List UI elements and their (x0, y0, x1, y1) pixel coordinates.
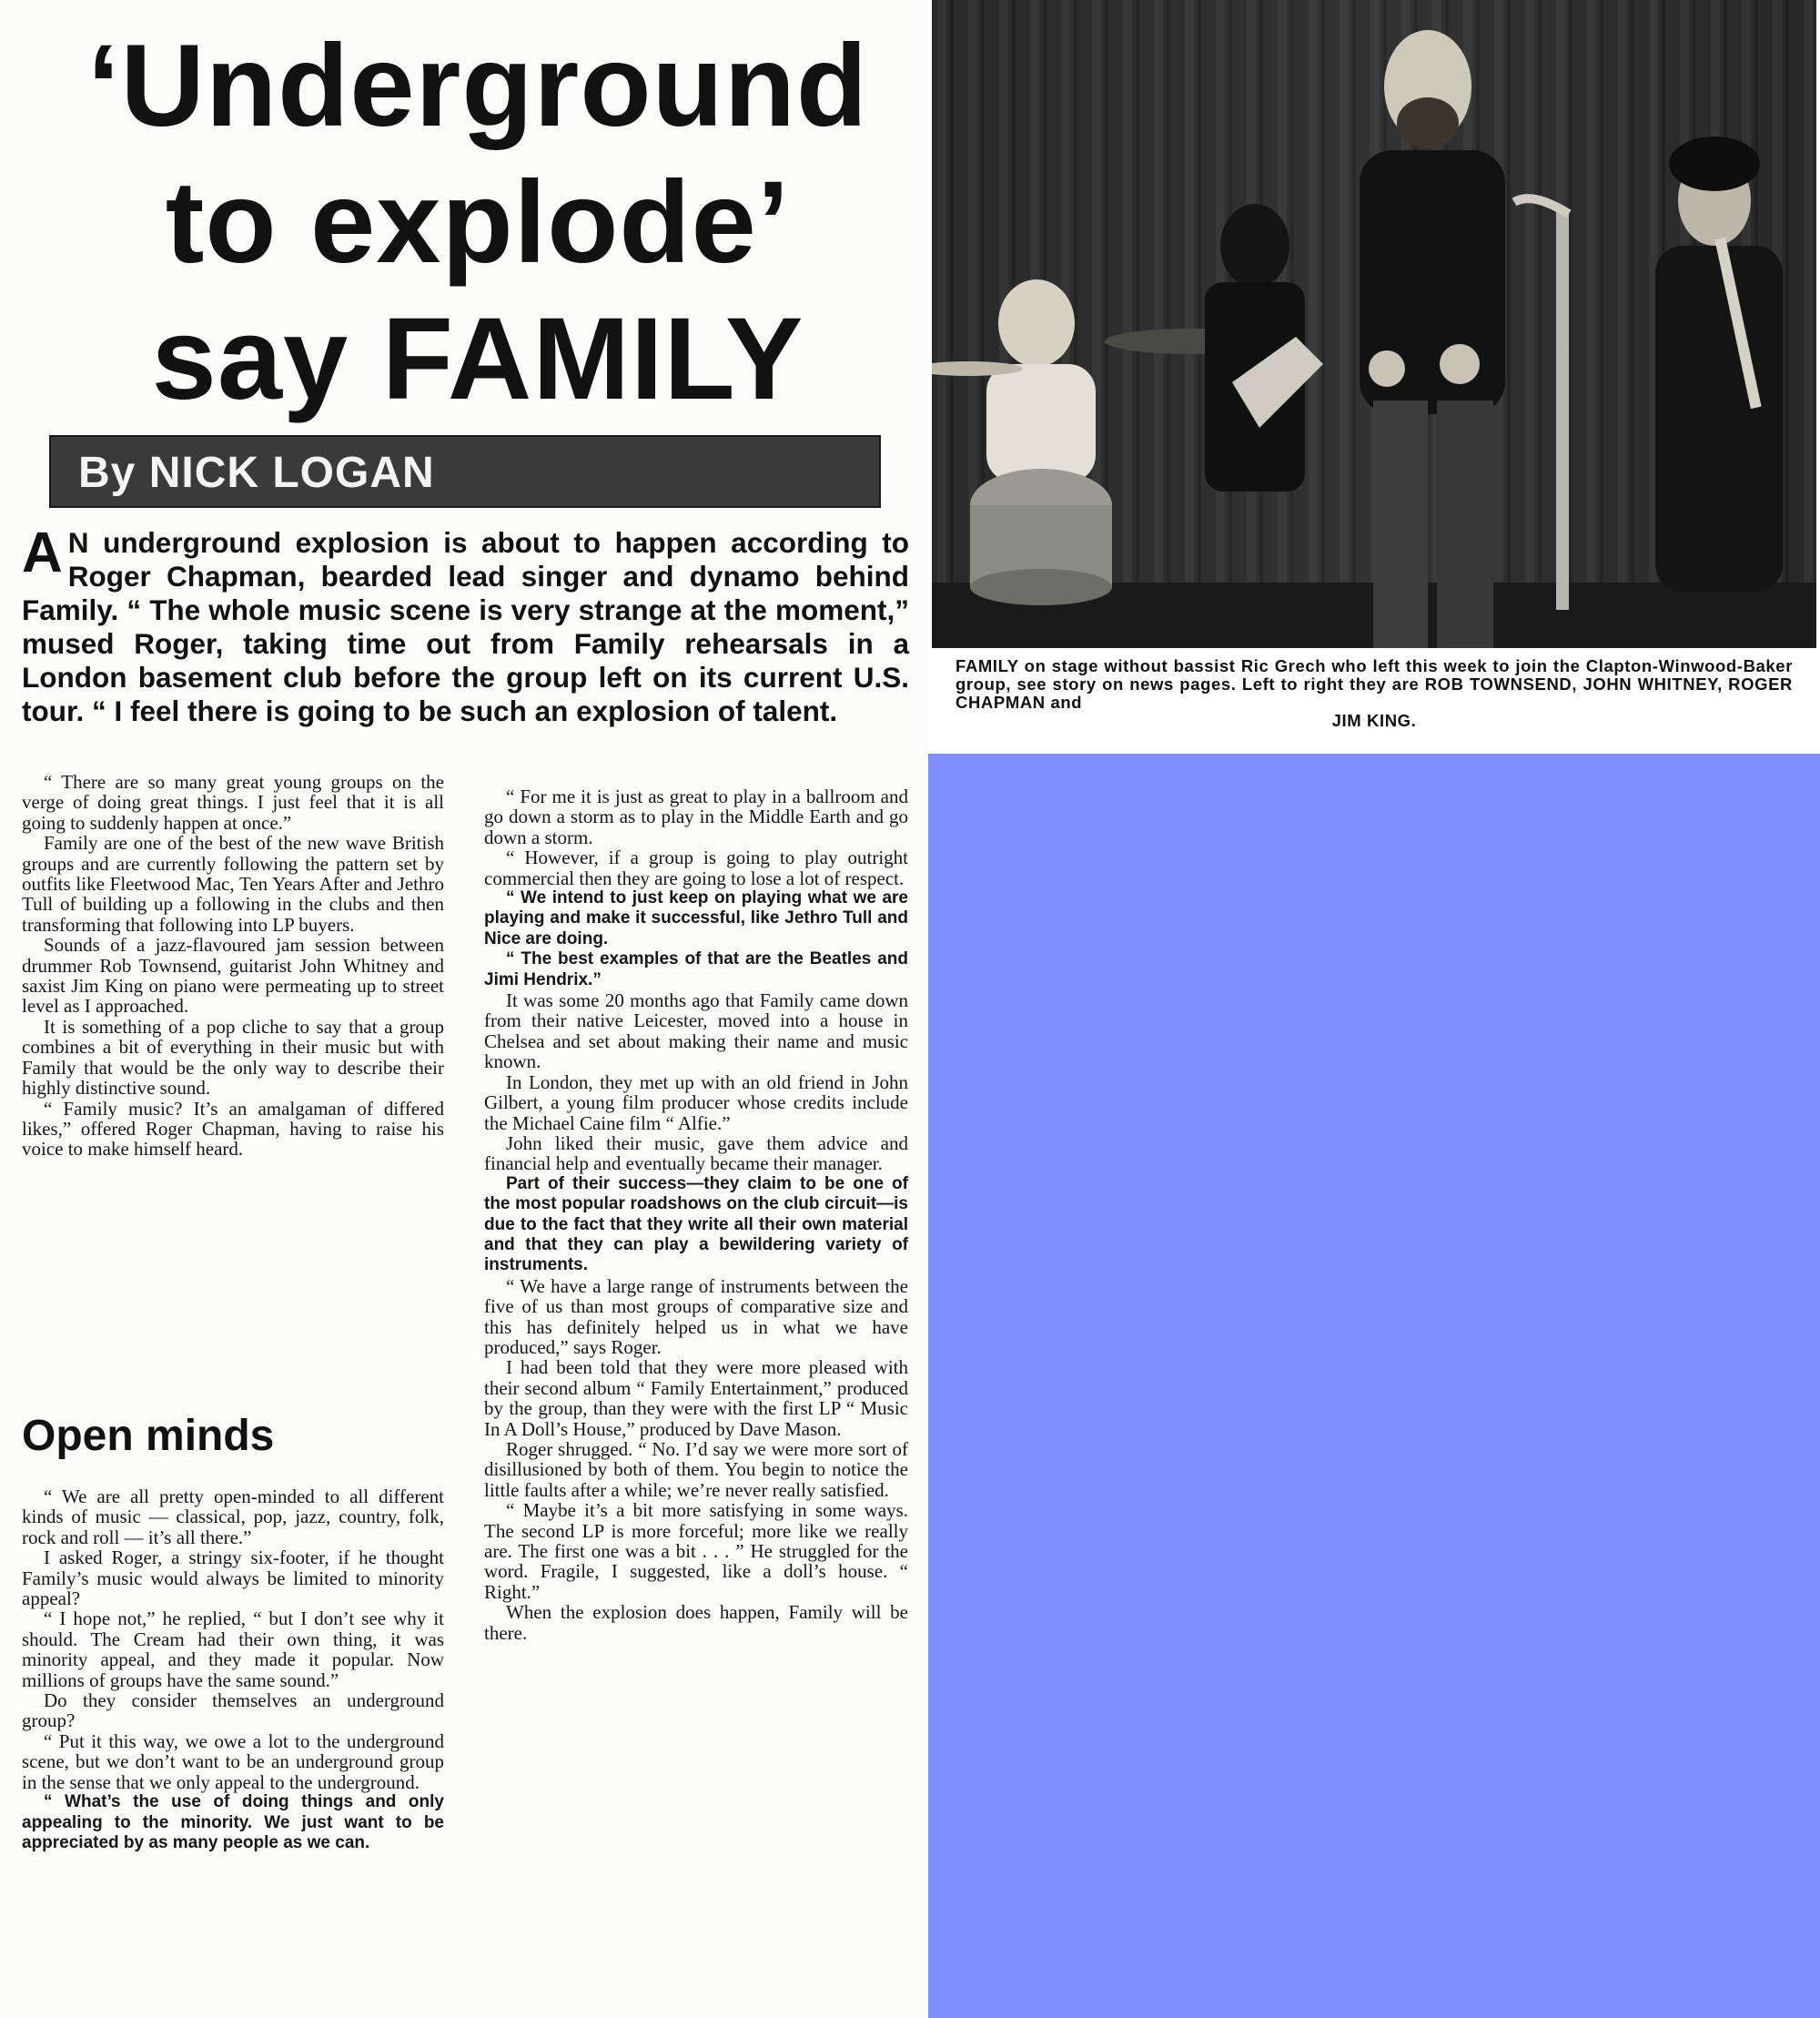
paragraph: It was some 20 months ago that Family came down from their native Leicester, moved into a house in Chelsea and set about making their name and music known. (484, 989, 908, 1073)
byline-bar (49, 435, 881, 508)
headline (36, 18, 919, 428)
paragraph: “ Maybe it’s a bit more satisfying in some ways. The second LP is more forceful; more like we really are. The first one was a bit . . . ” He struggled for the word. Fragile, I suggested, like a doll’s house. “ Right.” (484, 1499, 908, 1603)
byline: By NICK LOGAN (78, 449, 435, 497)
paragraph-bold: “ We intend to just keep on playing what we are playing and make it successful, like Jethro Tull and Nice are doing. (484, 888, 908, 948)
paragraph: John liked their music, gave them advice and financial help and eventually became their manager. (484, 1131, 908, 1175)
paragraph: “ There are so many great young groups on the verge of doing great things. I just feel that it is all going to suddenly happen at once.” (22, 771, 444, 834)
paragraph: “ Family music? It’s an amalgaman of differed likes,” offered Roger Chapman, having to raise his voice to make himself heard. (22, 1097, 444, 1161)
photo-caption (956, 657, 1793, 730)
paragraph-bold: “ The best examples of that are the Beatles and Jimi Hendrix.” (484, 949, 908, 989)
drop-cap: A (22, 522, 63, 584)
paragraph: “ For me it is just as great to play in a ballroom and go down a storm as to play in the Middle Earth and go down a storm. (484, 786, 908, 848)
photo-block (928, 0, 1820, 752)
photo-caption-main: FAMILY on stage without bassist Ric Grech who left this week to join the Clapton-Winwood-Baker group, see story on news pages. Left to right they are ROB TOWNSEND, JOHN WHITNEY, ROGER CHAPMAN and (956, 656, 1793, 712)
column-1 (22, 772, 444, 1160)
blue-filler-area (928, 754, 1820, 2018)
paragraph: When the explosion does happen, Family will be there. (484, 1601, 908, 1644)
paragraph: It is something of a pop cliche to say that a group combines a bit of everything in their music but with Family that would be the only way to describe their highly distinctive sound. (22, 1015, 444, 1100)
paragraph: I asked Roger, a stringy six-footer, if he thought Family’s music would always be limited to minority appeal? (22, 1546, 444, 1610)
band-photo (932, 0, 1816, 648)
headline-line-1: ‘Underground (86, 21, 869, 151)
column-2 (484, 786, 908, 1643)
paragraph: “ We are all pretty open-minded to all different kinds of music — classical, pop, jazz, country, folk, rock and roll — it’s all there.” (22, 1486, 444, 1548)
paragraph: I had been told that they were more pleased with their second album “ Family Entertainment,” produced by the group, than they were with the first LP “ Music In A Doll’s House,” produced by Dave Mason. (484, 1356, 908, 1440)
paragraph: Sounds of a jazz-flavoured jam session between drummer Rob Townsend, guitarist John Whitney and saxist Jim King on piano were permeating up to street level as I approached. (22, 934, 444, 1018)
paragraph: “ However, if a group is going to play outright commercial then they are going to lose a lot of respect. (484, 847, 908, 889)
lead-text: N underground explosion is about to happen according to Roger Chapman, bearded lead singer and dynamo behind Family. “ The whole music scene is very strange at the moment,” mused Roger, taking time out from Family rehearsals in a London basement club before the group left on its current U.S. tour. “ I feel there is going to be such an explosion of talent. (22, 526, 909, 727)
lead-paragraph (22, 522, 909, 728)
paragraph-bold: Part of their success—they claim to be one of the most popular roadshows on the club circuit—is due to the fact that they write all their own material and that they can play a bewildering variety of instruments. (484, 1173, 908, 1275)
paragraph: Roger shrugged. “ No. I’d say we were more sort of disillusioned by both of them. You begin to notice the little faults after a while; we’re never really satisfied. (484, 1438, 908, 1501)
column-1-continued (22, 1486, 444, 1853)
paragraph: “ We have a large range of instruments between the five of us than most groups of comparative size and this has definitely helped us in what we have produced,” says Roger. (484, 1274, 908, 1358)
subhead: Open minds (22, 1412, 275, 1460)
headline-line-3: say FAMILY (151, 294, 804, 424)
band-photo-illustration (932, 0, 1816, 648)
photo-caption-last: JIM KING. (1331, 711, 1417, 730)
paragraph-bold: “ What’s the use of doing things and only appealing to the minority. We just want to be appreciated by as many people as we can. (22, 1792, 444, 1852)
paragraph: “ Put it this way, we owe a lot to the underground scene, but we don’t want to be an underground group in the sense that we only appeal to the underground. (22, 1729, 444, 1793)
paragraph: Do they consider themselves an underground group? (22, 1689, 444, 1732)
paragraph: Family are one of the best of the new wave British groups and are currently following the pattern set by outfits like Fleetwood Mac, Ten Years After and Jethro Tull of building up a following in the clubs and then transforming that following into LP buyers. (22, 832, 444, 936)
paragraph: In London, they met up with an old friend in John Gilbert, a young film producer whose credits include the Michael Caine film “ Alfie.” (484, 1070, 908, 1134)
paragraph: “ I hope not,” he replied, “ but I don’t see why it should. The Cream had their own thing, it was minority appeal, and they made it popular. Now millions of groups have the same sound.” (22, 1607, 444, 1691)
headline-line-2: to explode’ (165, 157, 791, 288)
